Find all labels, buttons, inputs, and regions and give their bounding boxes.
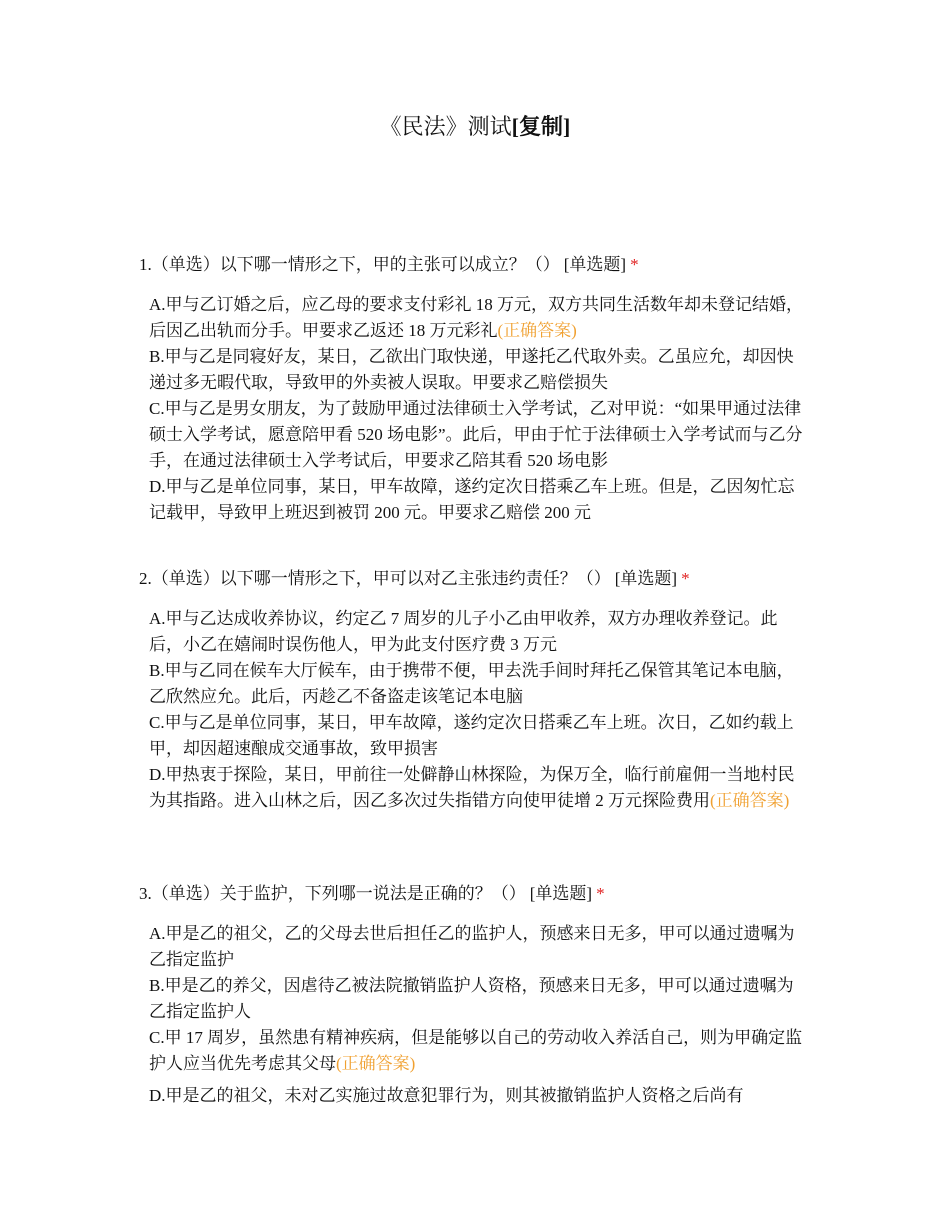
required-star: * bbox=[630, 255, 639, 274]
option-text: D.甲热衷于探险，某日，甲前往一处僻静山林探险，为保万全，临行前雇佣一当地村民为其指路。进入山林之后，因乙多次过失指错方向使甲徒增 2 万元探险费用 bbox=[149, 765, 795, 810]
option-list bbox=[149, 921, 809, 1109]
option-c[interactable] bbox=[149, 396, 809, 474]
option-text: B.甲与乙同在候车大厅候车，由于携带不便，甲去洗手间时拜托乙保管其笔记本电脑，乙欣然应允。此后，丙趁乙不备盗走该笔记本电脑 bbox=[149, 661, 794, 706]
option-d[interactable] bbox=[149, 762, 809, 814]
option-text: D.甲与乙是单位同事，某日，甲车故障，遂约定次日搭乘乙车上班。但是，乙因匆忙忘记载甲，导致甲上班迟到被罚 200 元。甲要求乙赔偿 200 元 bbox=[149, 477, 795, 522]
page-title-tag: [复制] bbox=[511, 114, 571, 139]
option-d[interactable] bbox=[149, 474, 809, 526]
page-title bbox=[0, 111, 950, 143]
question-type-tag: [单选题] bbox=[614, 569, 678, 588]
correct-answer-mark: (正确答案) bbox=[710, 791, 790, 810]
question-3 bbox=[139, 881, 819, 1109]
option-text: A.甲与乙订婚之后，应乙母的要求支付彩礼 18 万元，双方共同生活数年却未登记结婚，后因乙出轨而分手。甲要求乙返还 18 万元彩礼 bbox=[149, 295, 804, 340]
page-title-text: 《民法》测试 bbox=[379, 114, 512, 139]
question-type-tag: [单选题] bbox=[529, 884, 593, 903]
option-text: A.甲与乙达成收养协议，约定乙 7 周岁的儿子小乙由甲收养，双方办理收养登记。此后，小乙在嬉闹时误伤他人，甲为此支付医疗费 3 万元 bbox=[149, 609, 778, 654]
correct-answer-mark: (正确答案) bbox=[497, 321, 577, 340]
option-text: C.甲与乙是单位同事，某日，甲车故障，遂约定次日搭乘乙车上班。次日，乙如约载上甲，却因超速酿成交通事故，致甲损害 bbox=[149, 713, 794, 758]
option-b[interactable] bbox=[149, 344, 809, 396]
option-c[interactable] bbox=[149, 1025, 809, 1077]
option-text: B.甲与乙是同寝好友，某日，乙欲出门取快递，甲遂托乙代取外卖。乙虽应允，却因快递过多无暇代取，导致甲的外卖被人误取。甲要求乙赔偿损失 bbox=[149, 347, 794, 392]
option-b[interactable] bbox=[149, 973, 809, 1025]
option-text: D.甲是乙的祖父，未对乙实施过故意犯罪行为，则其被撤销监护人资格之后尚有 bbox=[149, 1086, 744, 1105]
question-type-tag: [单选题] bbox=[563, 255, 627, 274]
question-1 bbox=[139, 252, 819, 526]
question-header bbox=[139, 881, 819, 907]
option-text: C.甲与乙是男女朋友，为了鼓励甲通过法律硕士入学考试，乙对甲说：“如果甲通过法律硕士入学考试，愿意陪甲看 520 场电影”。此后，甲由于忙于法律硕士入学考试而与乙分手，在通过法律硕士入学考试后，甲要求乙陪其看 520 场电影 bbox=[149, 399, 803, 470]
question-2 bbox=[139, 566, 819, 814]
option-d[interactable] bbox=[149, 1083, 809, 1109]
required-star: * bbox=[596, 884, 605, 903]
option-a[interactable] bbox=[149, 292, 809, 344]
option-text: A.甲是乙的祖父，乙的父母去世后担任乙的监护人，预感来日无多，甲可以通过遗嘱为乙指定监护 bbox=[149, 924, 795, 969]
option-b[interactable] bbox=[149, 658, 809, 710]
question-text: 1.（单选）以下哪一情形之下，甲的主张可以成立？（） bbox=[139, 255, 560, 274]
question-header bbox=[139, 252, 819, 278]
option-a[interactable] bbox=[149, 921, 809, 973]
option-c[interactable] bbox=[149, 710, 809, 762]
required-star: * bbox=[681, 569, 690, 588]
option-text: C.甲 17 周岁，虽然患有精神疾病，但是能够以自己的劳动收入养活自己，则为甲确定监护人应当优先考虑其父母 bbox=[149, 1028, 803, 1073]
option-list bbox=[149, 606, 809, 814]
option-list bbox=[149, 292, 809, 526]
option-a[interactable] bbox=[149, 606, 809, 658]
question-text: 3.（单选）关于监护，下列哪一说法是正确的？（） bbox=[139, 884, 526, 903]
option-text: B.甲是乙的养父，因虐待乙被法院撤销监护人资格，预感来日无多，甲可以通过遗嘱为乙指定监护人 bbox=[149, 976, 794, 1021]
question-header bbox=[139, 566, 819, 592]
correct-answer-mark: (正确答案) bbox=[336, 1054, 416, 1073]
question-text: 2.（单选）以下哪一情形之下，甲可以对乙主张违约责任？（） bbox=[139, 569, 611, 588]
